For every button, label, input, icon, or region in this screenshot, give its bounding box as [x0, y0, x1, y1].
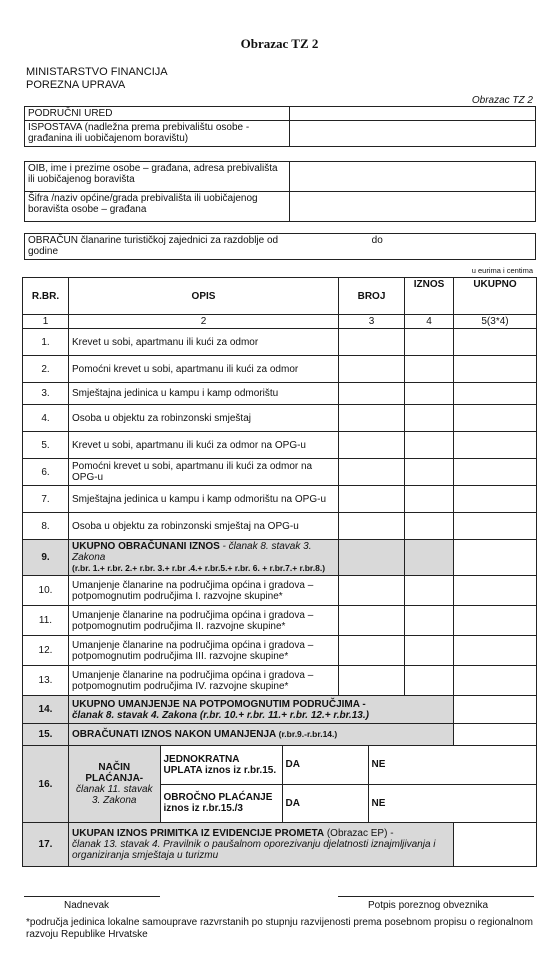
colnum-5: 5(3*4) [454, 315, 537, 329]
header-rbr: R.BR. [23, 278, 69, 315]
municipality-label: Šifra /naziv općine/grada prebivališta ili uobičajenog boravišta osobe – građana [25, 192, 290, 222]
office-box [24, 106, 536, 147]
row-number: 1. [23, 329, 69, 356]
payment-method-cell [69, 746, 537, 823]
regional-office-label: PODRUČNI URED [25, 107, 290, 121]
iznos-field[interactable] [405, 666, 454, 696]
broj-field[interactable] [339, 329, 405, 356]
row14-title: UKUPNO UMANJENJE NA POTPOMOGNUTIM PODRUČJIMA - [72, 698, 366, 710]
broj-field[interactable] [339, 666, 405, 696]
header-iznos: IZNOS [405, 278, 454, 315]
branch-field[interactable] [290, 121, 536, 147]
option-installment-payment: OBROČNO PLAĆANJE iznos iz r.br.15./3 [160, 784, 282, 822]
table-row [23, 636, 537, 666]
signature-line [338, 896, 534, 897]
iznos-field[interactable] [405, 383, 454, 405]
row-description: Umanjenje članarine na područjima općina i gradova – potpomognutim područjima II. razvojne skupine* [69, 606, 339, 636]
row-number: 2. [23, 356, 69, 383]
broj-field[interactable] [339, 576, 405, 606]
ukupno-field[interactable] [454, 383, 537, 405]
row-description: Umanjenje članarine na područjima općina i gradova – potpomognutim područjima III. razvojne skupine* [69, 636, 339, 666]
row-description [69, 823, 454, 867]
date-line [24, 896, 160, 897]
row-number: 13. [23, 666, 69, 696]
row-number: 3. [23, 383, 69, 405]
oib-field[interactable] [290, 162, 536, 192]
row9-iznos[interactable] [405, 540, 454, 576]
iznos-field[interactable] [405, 405, 454, 432]
row-9 [23, 540, 537, 576]
signature-label: Potpis poreznog obveznika [368, 900, 489, 911]
row-description: Osoba u objektu za robinzonski smještaj na OPG-u [69, 513, 339, 540]
single-payment-da[interactable]: DA [282, 746, 368, 784]
row-number: 14. [23, 696, 69, 724]
row-14 [23, 696, 537, 724]
broj-field[interactable] [339, 636, 405, 666]
row9-broj[interactable] [339, 540, 405, 576]
row15-formula: (r.br.9.-r.br.14.) [276, 729, 338, 739]
broj-field[interactable] [339, 432, 405, 459]
iznos-field[interactable] [405, 486, 454, 513]
row-number: 12. [23, 636, 69, 666]
ukupno-field[interactable] [454, 356, 537, 383]
row-description: Smještajna jedinica u kampu i kamp odmorištu na OPG-u [69, 486, 339, 513]
colnum-3: 3 [339, 315, 405, 329]
installment-da[interactable]: DA [282, 784, 368, 822]
row-description: Krevet u sobi, apartmanu ili kući za odmor [69, 329, 339, 356]
row-description: Pomoćni krevet u sobi, apartmanu ili kući za odmor na OPG-u [69, 459, 339, 486]
row-15 [23, 724, 537, 746]
table-row [23, 486, 537, 513]
row-number: 4. [23, 405, 69, 432]
oib-label: OIB, ime i prezime osobe – građana, adresa prebivališta ili uobičajenog boravišta [25, 162, 290, 192]
date-label: Nadnevak [64, 900, 110, 911]
period-field[interactable] [25, 234, 536, 260]
option-single-payment: JEDNOKRATNA UPLATA iznos iz r.br.15. [160, 746, 282, 784]
row-description: Krevet u sobi, apartmanu ili kući za odmor na OPG-u [69, 432, 339, 459]
row-number: 16. [23, 746, 69, 823]
row-description [69, 696, 454, 724]
table-row [23, 666, 537, 696]
row9-ukupno[interactable] [454, 540, 537, 576]
row17-form: (Obrazac EP) - [324, 828, 394, 839]
currency-note: u eurima i centima [471, 266, 533, 275]
ukupno-field[interactable] [454, 513, 537, 540]
iznos-field[interactable] [405, 356, 454, 383]
broj-field[interactable] [339, 513, 405, 540]
broj-field[interactable] [339, 486, 405, 513]
row-number: 10. [23, 576, 69, 606]
row-number: 8. [23, 513, 69, 540]
calculation-table [22, 277, 537, 867]
row-description [69, 540, 339, 576]
broj-field[interactable] [339, 383, 405, 405]
iznos-field[interactable] [405, 459, 454, 486]
tax-administration: POREZNA UPRAVA [26, 79, 126, 91]
ukupno-field[interactable] [454, 576, 537, 606]
footnote: *područja jedinica lokalne samouprave razvrstanih po stupnju razvijenosti prema posebnom propisu o regionalnom razvoju Republike Hrvatske [26, 917, 533, 940]
payment-method-label [69, 746, 160, 822]
table-row [23, 329, 537, 356]
row-number: 15. [23, 724, 69, 746]
regional-office-field[interactable] [290, 107, 536, 121]
row-number: 6. [23, 459, 69, 486]
period-box [24, 233, 536, 260]
row-number: 9. [23, 540, 69, 576]
period-label: OBRAČUN članarine turističkoj zajednici za razdoblje od [28, 235, 279, 246]
broj-field[interactable] [339, 459, 405, 486]
ukupno-field[interactable] [454, 329, 537, 356]
table-row [23, 576, 537, 606]
iznos-field[interactable] [405, 636, 454, 666]
ukupno-field[interactable] [454, 606, 537, 636]
table-row [23, 432, 537, 459]
iznos-field[interactable] [405, 576, 454, 606]
municipality-field[interactable] [290, 192, 536, 222]
iznos-field[interactable] [405, 606, 454, 636]
header-opis: OPIS [69, 278, 339, 315]
colnum-2: 2 [69, 315, 339, 329]
row15-title: OBRAČUNATI IZNOS NAKON UMANJENJA [72, 729, 277, 740]
period-godine: godine [28, 246, 59, 257]
table-row [23, 606, 537, 636]
table-row [23, 405, 537, 432]
row9-title: UKUPNO OBRAČUNANI IZNOS [72, 541, 220, 552]
ministry-name: MINISTARSTVO FINANCIJA [26, 66, 168, 78]
row-description: Umanjenje članarine na područjima općina i gradova – potpomognutim područjima I. razvojne skupine* [69, 576, 339, 606]
single-payment-ne[interactable]: NE [368, 746, 536, 784]
row-17 [23, 823, 537, 867]
row14-reference: članak 8. stavak 4. Zakona (r.br. 10.+ r.br. 11.+ r.br. 12.+ r.br.13.) [72, 709, 369, 721]
row15-ukupno[interactable] [454, 724, 537, 746]
row14-ukupno[interactable] [454, 696, 537, 724]
form-title: Obrazac TZ 2 [240, 36, 319, 51]
iznos-field[interactable] [405, 513, 454, 540]
row-number: 17. [23, 823, 69, 867]
ukupno-field[interactable] [454, 666, 537, 696]
ukupno-field[interactable] [454, 432, 537, 459]
ukupno-field[interactable] [454, 405, 537, 432]
row-number: 5. [23, 432, 69, 459]
colnum-1: 1 [23, 315, 69, 329]
broj-field[interactable] [339, 356, 405, 383]
header-ukupno: UKUPNO [454, 278, 537, 315]
broj-field[interactable] [339, 405, 405, 432]
broj-field[interactable] [339, 606, 405, 636]
ukupno-field[interactable] [454, 486, 537, 513]
row-description: Osoba u objektu za robinzonski smještaj [69, 405, 339, 432]
period-do: do [371, 235, 383, 246]
row9-reference: - članak 8. stavak 3. Zakona [72, 541, 312, 563]
table-row [23, 383, 537, 405]
row17-title: UKUPAN IZNOS PRIMITKA IZ EVIDENCIJE PROMETA [72, 828, 325, 839]
row-description [69, 724, 454, 746]
table-row [23, 513, 537, 540]
payment-method-title: NAČIN PLAĆANJA- [85, 762, 144, 784]
row-number: 11. [23, 606, 69, 636]
row17-reference: članak 13. stavak 4. Pravilnik o paušalnom oporezivanju djelatnosti iznajmljivanja i organiziranja smještaja u turizmu [72, 839, 436, 861]
colnum-4: 4 [405, 315, 454, 329]
ministry-header [26, 66, 168, 92]
taxpayer-box [24, 161, 536, 222]
branch-label: ISPOSTAVA (nadležna prema prebivalištu osobe - građanina ili uobičajenom boravištu) [25, 121, 290, 147]
row9-formula: (r.br. 1.+ r.br. 2.+ r.br. 3.+ r.br .4.+ r.br.5.+ r.br. 6. + r.br.7.+ r.br.8.) [72, 563, 326, 573]
row17-ukupno[interactable] [454, 823, 537, 867]
form-code: Obrazac TZ 2 [471, 95, 533, 106]
row-description: Umanjenje članarine na područjima općina i gradova – potpomognutim područjima IV. razvojne skupine* [69, 666, 339, 696]
row-number: 7. [23, 486, 69, 513]
header-broj: BROJ [339, 278, 405, 315]
iznos-field[interactable] [405, 329, 454, 356]
ukupno-field[interactable] [454, 459, 537, 486]
installment-ne[interactable]: NE [368, 784, 536, 822]
payment-method-reference: članak 11. stavak 3. Zakona [75, 784, 153, 806]
row-16 [23, 746, 537, 823]
row-description: Smještajna jedinica u kampu i kamp odmorištu [69, 383, 339, 405]
table-row [23, 459, 537, 486]
table-row [23, 356, 537, 383]
iznos-field[interactable] [405, 432, 454, 459]
row-description: Pomoćni krevet u sobi, apartmanu ili kući za odmor [69, 356, 339, 383]
ukupno-field[interactable] [454, 636, 537, 666]
